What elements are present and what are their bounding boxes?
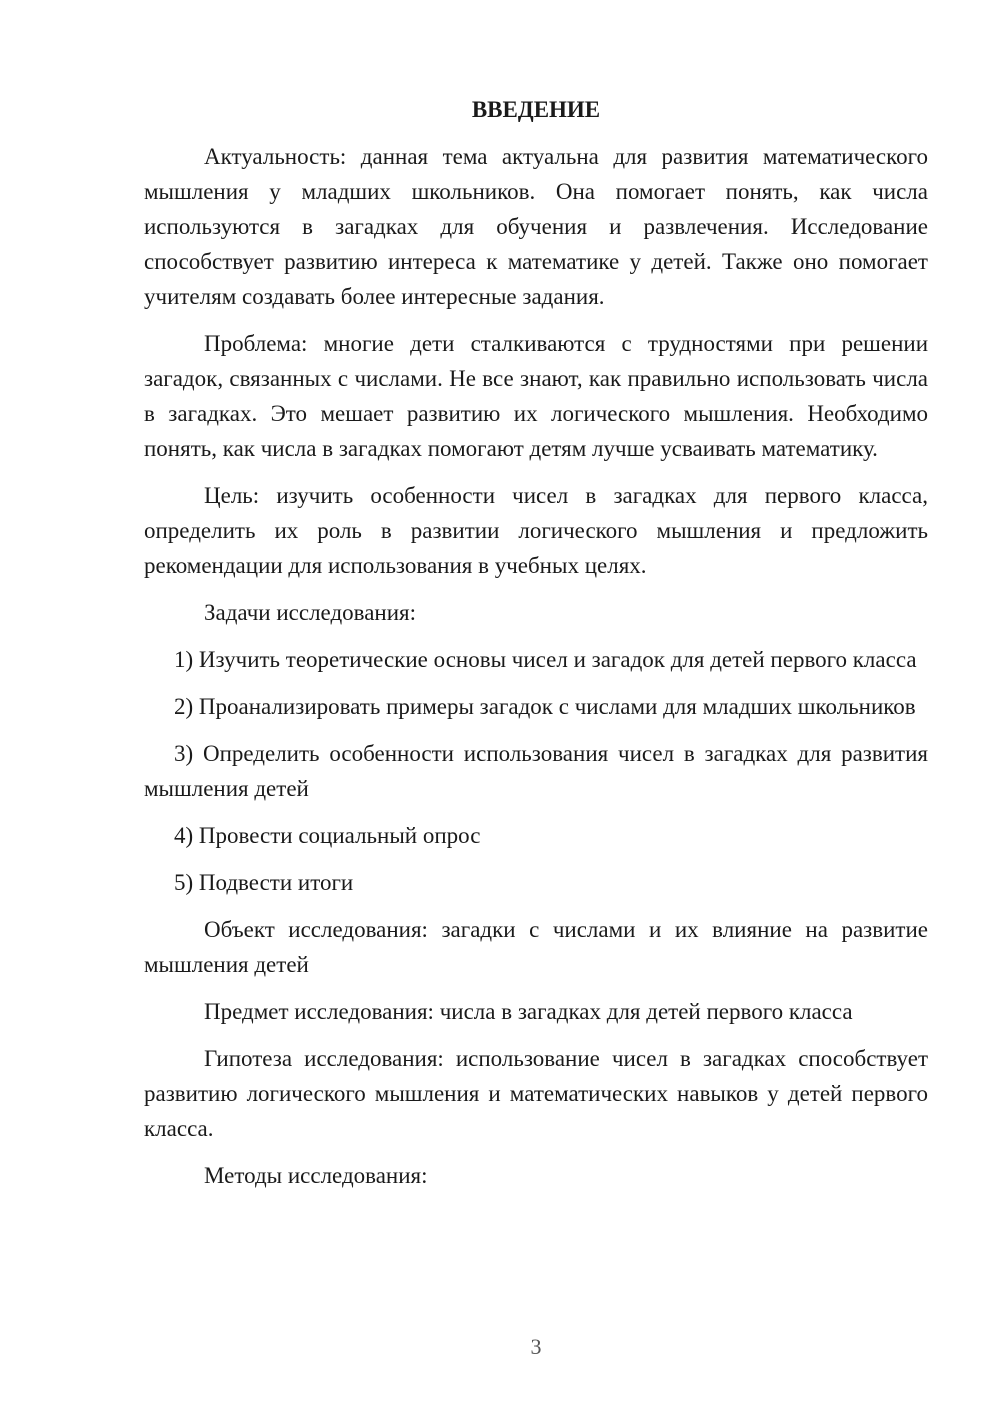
methods-heading: Методы исследования:: [204, 1163, 428, 1188]
relevance-paragraph: Актуальность: данная тема актуальна для развития математического мышления у младших школьников. Она помогает понять, как числа используются в загадках для обучения и развлечения. Исследование способствует развитию интереса к математике у детей. Также оно помогает учителям создавать более интересные задания.: [144, 144, 928, 309]
tasks-heading: Задачи исследования:: [204, 600, 417, 625]
task-item-1: 1) Изучить теоретические основы чисел и загадок для детей первого класса: [174, 647, 917, 672]
hypothesis-paragraph: Гипотеза исследования: использование чисел в загадках способствует развитию логического мышления и математических навыков у детей первого класса.: [144, 1046, 928, 1141]
problem-paragraph: Проблема: многие дети сталкиваются с трудностями при решении загадок, связанных с числами. Не все знают, как правильно использовать числа в загадках. Это мешает развитию их логического мышления. Необходимо понять, как числа в загадках помогают детям лучше усваивать математику.: [144, 331, 928, 461]
object-paragraph: Объект исследования: загадки с числами и их влияние на развитие мышления детей: [144, 917, 928, 977]
page-number: 3: [530, 1334, 542, 1359]
task-item-3: 3) Определить особенности использования чисел в загадках для развития мышления детей: [144, 741, 928, 801]
task-item-4: 4) Провести социальный опрос: [174, 823, 481, 848]
task-item-2: 2) Проанализировать примеры загадок с числами для младших школьников: [174, 694, 916, 719]
task-item-5: 5) Подвести итоги: [174, 870, 354, 895]
goal-paragraph: Цель: изучить особенности чисел в загадках для первого класса, определить их роль в развитии логического мышления и предложить рекомендации для использования в учебных целях.: [144, 483, 928, 578]
subject-paragraph: Предмет исследования: числа в загадках для детей первого класса: [204, 999, 853, 1024]
page-content: [144, 92, 928, 1205]
section-title: ВВЕДЕНИЕ: [471, 97, 601, 122]
